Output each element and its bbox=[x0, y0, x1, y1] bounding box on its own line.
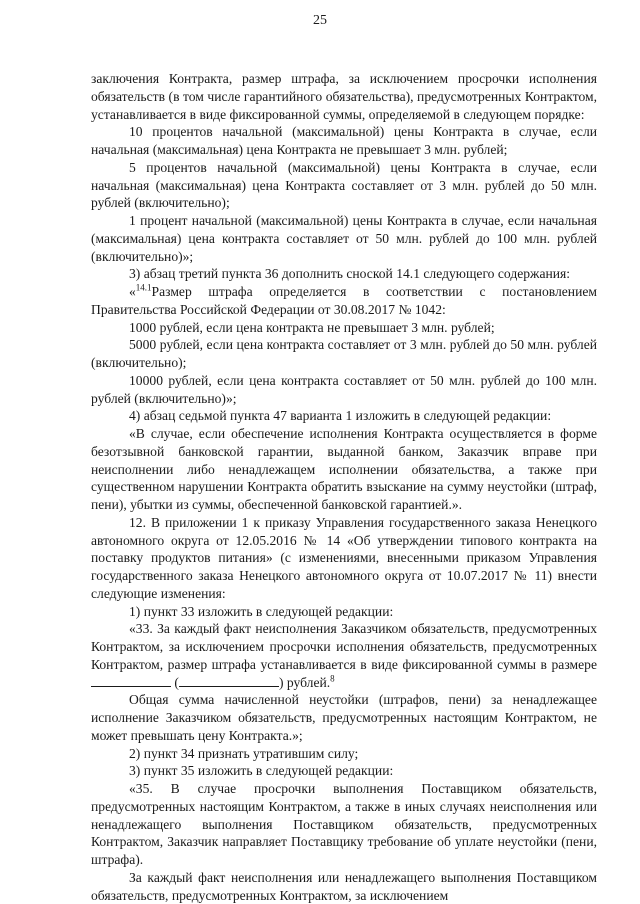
paragraph-text: «33. За каждый факт неисполнения Заказчиком обязательств, предусмотренных Контрактом, за исключением просрочки исполнения обязательств, предусмотренных Контрактом, размер штрафа устанавливается в виде фиксированной суммы в размере bbox=[91, 621, 597, 672]
fine-amount-paragraph bbox=[91, 620, 597, 691]
paragraph: 10000 рублей, если цена контракта составляет от 50 млн. рублей до 100 млн. рублей (включительно)»; bbox=[91, 372, 597, 406]
paragraph: 1 процент начальной (максимальной) цены Контракта в случае, если начальная (максимальная) цена контракта составляет от 50 млн. рублей до 100 млн. рублей (включительно)»; bbox=[91, 213, 597, 264]
page-number: 25 bbox=[313, 13, 327, 28]
amount-words-blank bbox=[179, 674, 279, 687]
amount-blank bbox=[91, 674, 171, 687]
footnote-paragraph bbox=[91, 283, 597, 319]
paragraph: 1000 рублей, если цена контракта не превышает 3 млн. рублей; bbox=[129, 319, 495, 335]
paragraph: Общая сумма начисленной неустойки (штрафов, пени) за ненадлежащее исполнение Заказчиком обязательств, предусмотренных настоящим Контрактом, не может превышать цену Контракта.»; bbox=[91, 692, 597, 743]
paragraph: 4) абзац седьмой пункта 47 варианта 1 изложить в следующей редакции: bbox=[129, 408, 552, 424]
paragraph: 1) пункт 33 изложить в следующей редакции: bbox=[129, 603, 394, 619]
paragraph: 12. В приложении 1 к приказу Управления государственного заказа Ненецкого автономного округа от 12.05.2016 № 14 «Об утверждении типового контракта на поставку продуктов питания» (с изменениями, внесенными приказом Управления государственного заказа Ненецкого автономного округа от 10.07.2017 № 11) внести следующие изменения: bbox=[91, 514, 597, 601]
footnote-mark: 14.1 bbox=[135, 282, 152, 293]
paragraph: За каждый факт неисполнения или ненадлежащего выполнения Поставщиком обязательств, предусмотренных Контрактом, за исключением bbox=[91, 869, 597, 903]
open-quote: « bbox=[129, 284, 136, 299]
paragraph: 2) пункт 34 признать утратившим силу; bbox=[129, 745, 359, 761]
paragraph: 3) абзац третий пункта 36 дополнить сноской 14.1 следующего содержания: bbox=[129, 266, 571, 282]
paragraph: 5000 рублей, если цена контракта составляет от 3 млн. рублей до 50 млн. рублей (включительно); bbox=[91, 337, 597, 370]
paren-close: ) рублей. bbox=[278, 674, 331, 690]
paragraph: «В случае, если обеспечение исполнения Контракта осуществляется в форме безотзывной банковской гарантии, выданной банком, Заказчик вправе при неисполнении либо ненадлежащем исполнении обязательства, а также при существенном нарушении Контракта обратить взыскание на сумму неустойки (штраф, пени), убытки из суммы, обеспеченной банковской гарантией.». bbox=[91, 426, 597, 512]
paragraph: заключения Контракта, размер штрафа, за исключением просрочки исполнения обязательств (в том числе гарантийного обязательства), предусмотренных Контрактом, устанавливается в виде фиксированной суммы, определяемой в следующем порядке: bbox=[91, 71, 597, 122]
paragraph: 3) пункт 35 изложить в следующей редакции: bbox=[129, 763, 394, 779]
paragraph: 5 процентов начальной (максимальной) цены Контракта в случае, если начальная (максимальная) цена Контракта составляет от 3 млн. рублей до 50 млн. рублей (включительно); bbox=[91, 159, 597, 211]
document-body bbox=[91, 70, 597, 904]
footnote-mark: 8 bbox=[330, 672, 335, 683]
paren-open: ( bbox=[174, 674, 179, 690]
paragraph: «35. В случае просрочки выполнения Поставщиком обязательств, предусмотренных настоящим Контрактом, а также в иных случаях неисполнения или ненадлежащего выполнения Поставщиком обязательств, предусмотренных Контрактом, Заказчик направляет Поставщику требование об уплате неустойки (пени, штрафа). bbox=[91, 781, 597, 867]
paragraph-text: Размер штрафа определяется в соответствии с постановлением Правительства Российской Федерации от 30.08.2017 № 1042: bbox=[91, 284, 597, 317]
paragraph: 10 процентов начальной (максимальной) цены Контракта в случае, если начальная (максимальная) цена Контракта не превышает 3 млн. рублей; bbox=[91, 124, 597, 157]
